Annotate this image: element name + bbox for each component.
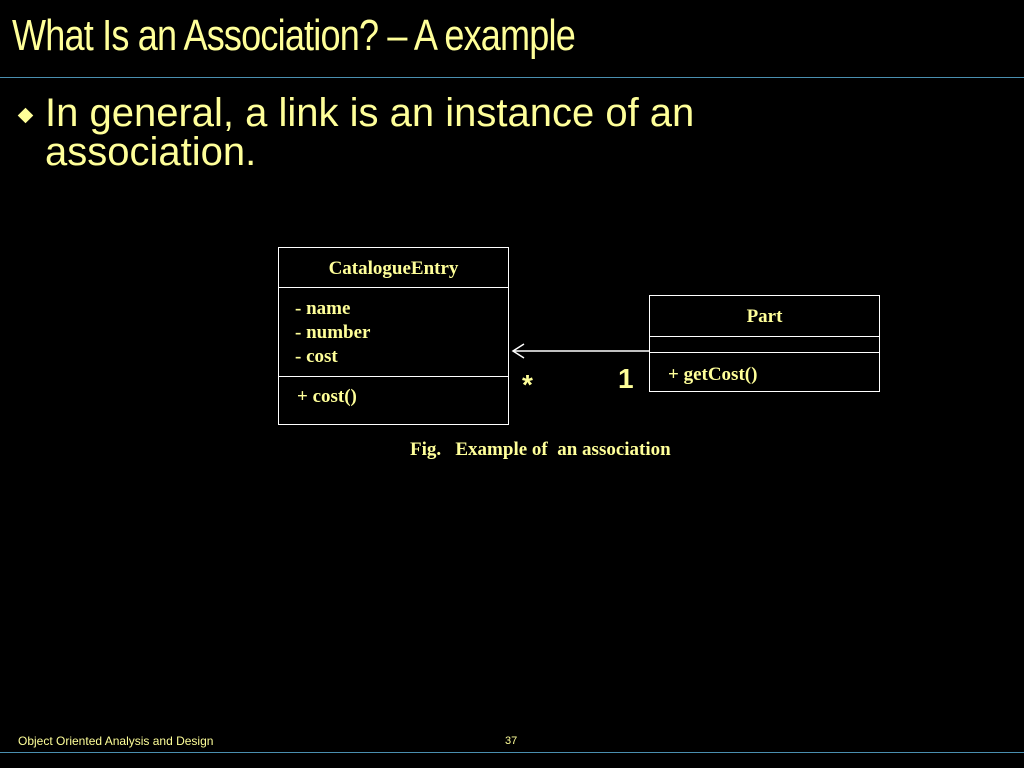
bullet-text: In general, a link is an instance of an association. xyxy=(45,91,695,174)
footer-course-title: Object Oriented Analysis and Design xyxy=(18,734,214,748)
class-name-compartment xyxy=(650,296,879,337)
multiplicity-one: 1 xyxy=(618,363,634,394)
operation-get-cost: + getCost() xyxy=(668,364,758,385)
attributes-compartment xyxy=(279,288,508,377)
diamond-bullet-icon xyxy=(18,108,34,124)
operations-compartment xyxy=(279,377,508,409)
attributes-compartment xyxy=(650,337,879,353)
multiplicity-many: * xyxy=(522,369,533,400)
navigability-arrowhead xyxy=(513,344,524,358)
uml-class-part xyxy=(649,295,880,392)
slide-title: What Is an Association? – A example xyxy=(12,11,575,60)
bullet-item xyxy=(16,91,856,174)
attribute-name: - name xyxy=(295,298,351,319)
figure-caption: Fig. Example of an association xyxy=(410,439,671,460)
class-name: Part xyxy=(746,306,783,327)
attribute-number: - number xyxy=(295,322,371,343)
operation-cost: + cost() xyxy=(297,386,357,407)
class-name: CatalogueEntry xyxy=(328,258,459,279)
footer-divider xyxy=(0,752,1024,753)
uml-class-catalogue-entry xyxy=(278,247,509,425)
attribute-cost: - cost xyxy=(295,346,338,367)
page-number: 37 xyxy=(505,735,518,747)
class-name-compartment xyxy=(279,248,508,288)
operations-compartment xyxy=(650,353,879,387)
title-divider xyxy=(0,77,1024,78)
